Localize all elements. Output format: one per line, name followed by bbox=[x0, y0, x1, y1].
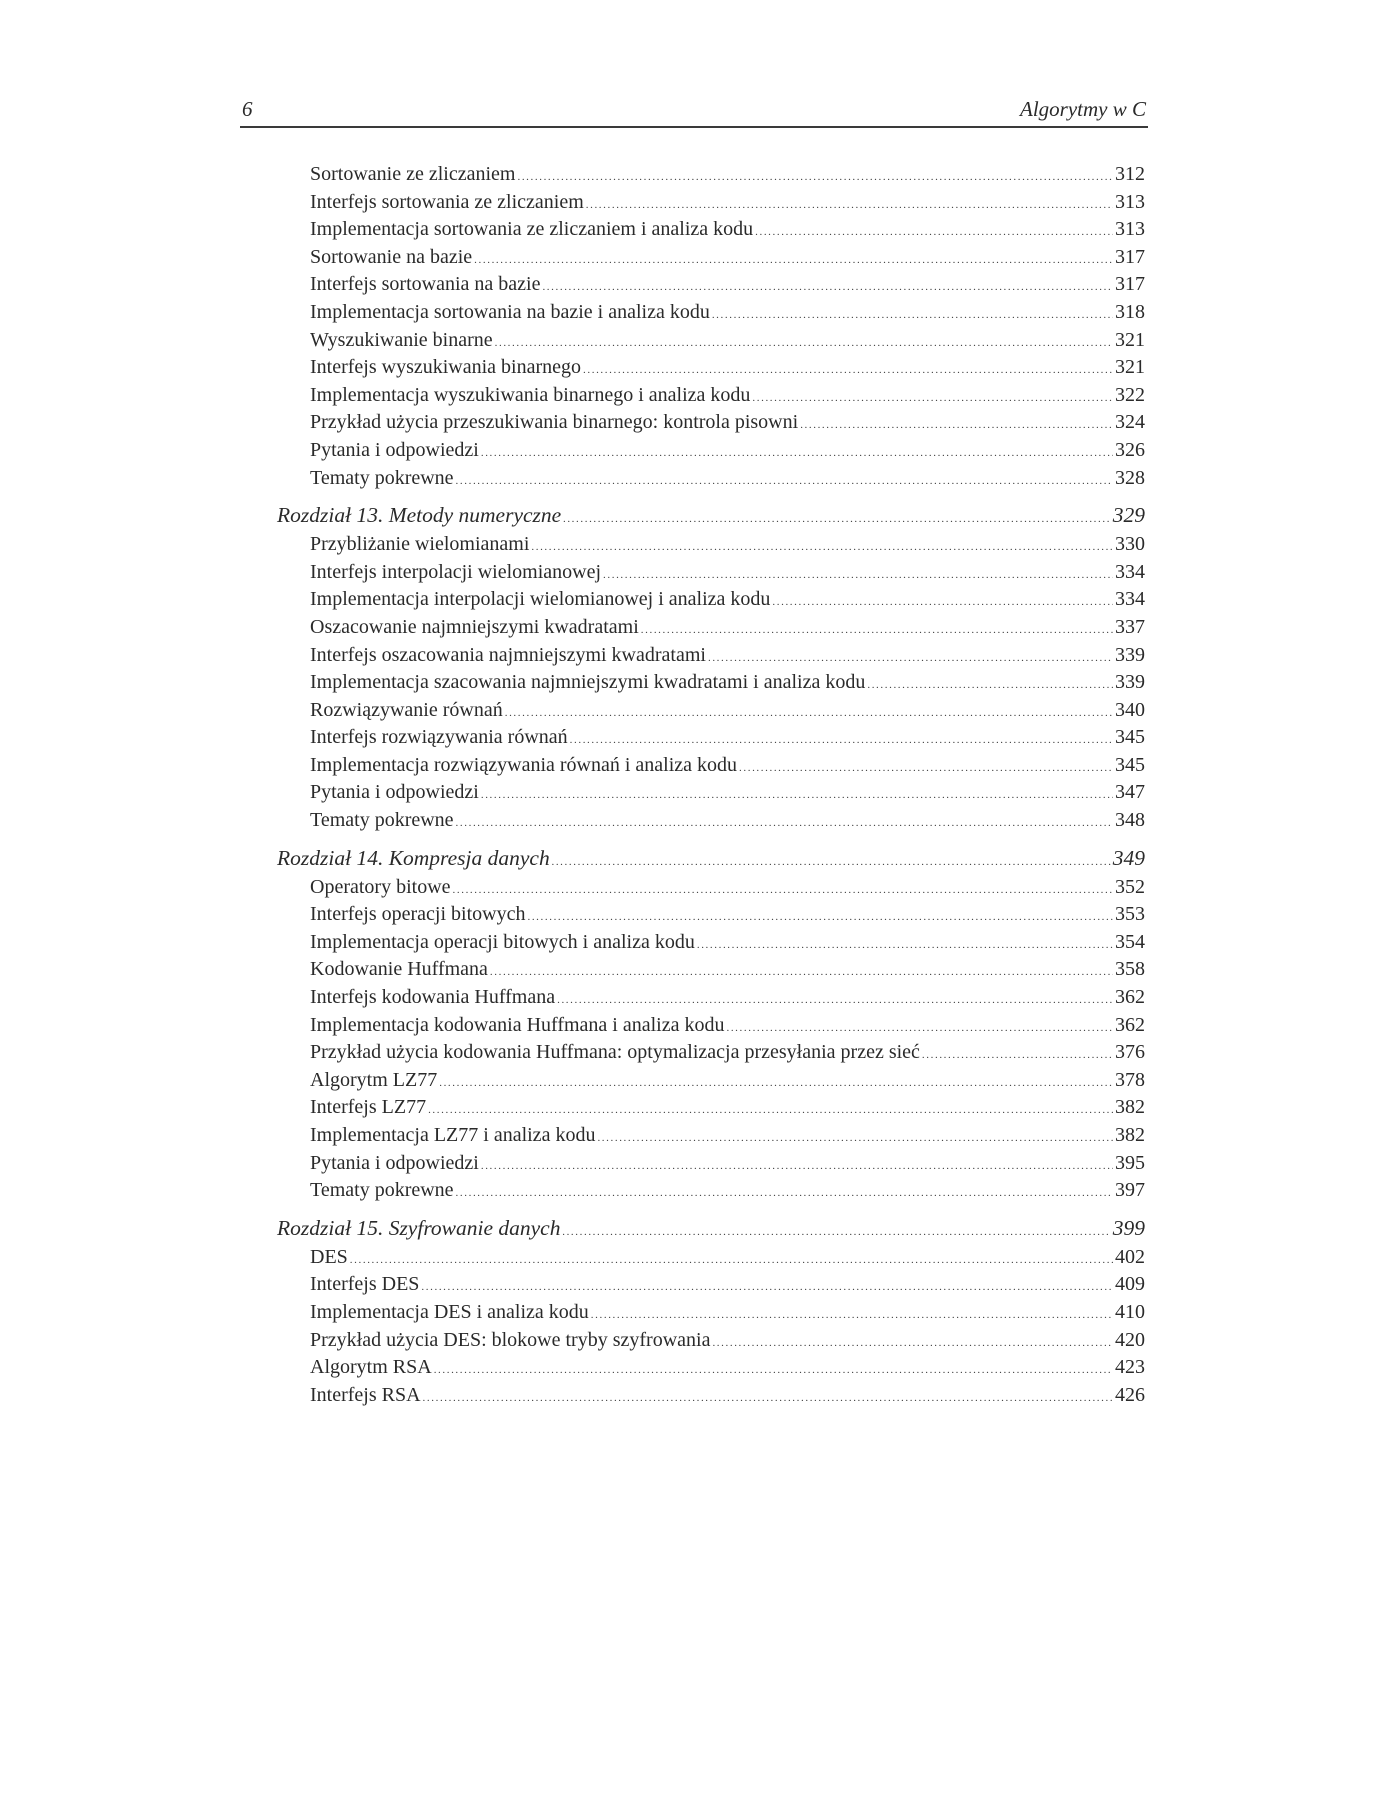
toc-entry-page-number: 313 bbox=[1115, 218, 1145, 241]
table-of-contents bbox=[277, 161, 1145, 1409]
dot-leader bbox=[557, 987, 1113, 1015]
dot-leader bbox=[697, 932, 1113, 960]
dot-leader bbox=[453, 877, 1113, 905]
toc-entry-title: Implementacja rozwiązywania równań i analiza kodu bbox=[310, 753, 738, 776]
dot-leader bbox=[563, 503, 1111, 535]
toc-entry-title: Implementacja DES i analiza kodu bbox=[310, 1300, 589, 1323]
toc-entry-page-number: 347 bbox=[1115, 781, 1145, 804]
toc-entry-title: Interfejs kodowania Huffmana bbox=[310, 986, 556, 1009]
dot-leader bbox=[755, 219, 1113, 247]
toc-entry-page-number: 334 bbox=[1115, 560, 1145, 583]
toc-entry-title: Interfejs oszacowania najmniejszymi kwadratami bbox=[310, 643, 706, 666]
dot-leader bbox=[481, 782, 1113, 810]
dot-leader bbox=[641, 617, 1113, 645]
toc-entry-title: Implementacja LZ77 i analiza kodu bbox=[310, 1124, 596, 1146]
toc-section-entry bbox=[277, 1271, 1145, 1299]
toc-section-entry bbox=[277, 216, 1145, 244]
toc-section-entry bbox=[277, 244, 1145, 272]
toc-chapter-entry bbox=[277, 835, 1145, 874]
toc-section-entry bbox=[277, 354, 1145, 382]
toc-entry-title: Implementacja wyszukiwania binarnego i analiza kodu bbox=[310, 383, 751, 406]
dot-leader bbox=[527, 904, 1113, 932]
toc-entry-title: Implementacja szacowania najmniejszymi kwadratami i analiza kodu bbox=[310, 671, 866, 694]
toc-entry-page-number: 352 bbox=[1115, 875, 1145, 898]
toc-section-entry bbox=[277, 642, 1145, 670]
dot-leader bbox=[434, 1357, 1113, 1385]
toc-entry-page-number: 397 bbox=[1115, 1179, 1145, 1202]
toc-entry-page-number: 321 bbox=[1115, 356, 1145, 379]
toc-entry-page-number: 317 bbox=[1115, 273, 1145, 296]
toc-section-entry bbox=[277, 807, 1145, 835]
toc-entry-page-number: 312 bbox=[1115, 163, 1145, 185]
toc-entry-title: Interfejs operacji bitowych bbox=[310, 903, 526, 926]
toc-entry-page-number: 317 bbox=[1115, 245, 1145, 268]
toc-entry-page-number: 353 bbox=[1115, 903, 1145, 926]
toc-section-entry bbox=[277, 1094, 1145, 1122]
toc-section-entry bbox=[277, 1299, 1145, 1327]
toc-entry-page-number: 426 bbox=[1115, 1383, 1145, 1406]
toc-entry-page-number: 345 bbox=[1115, 753, 1145, 776]
dot-leader bbox=[495, 330, 1113, 358]
dot-leader bbox=[570, 727, 1113, 755]
dot-leader bbox=[474, 247, 1113, 275]
toc-entry-page-number: 328 bbox=[1115, 466, 1145, 489]
toc-entry-title: Interfejs rozwiązywania równań bbox=[310, 726, 568, 749]
dot-leader bbox=[552, 846, 1111, 878]
dot-leader bbox=[752, 385, 1113, 413]
toc-entry-title: Przykład użycia DES: blokowe tryby szyfrowania bbox=[310, 1328, 711, 1351]
toc-section-entry bbox=[277, 752, 1145, 780]
dot-leader bbox=[456, 810, 1113, 838]
toc-section-entry bbox=[277, 465, 1145, 493]
toc-entry-title: Kodowanie Huffmana bbox=[310, 958, 488, 981]
toc-section-entry bbox=[277, 1354, 1145, 1382]
toc-section-entry bbox=[277, 1177, 1145, 1205]
page-number: 6 bbox=[242, 97, 253, 121]
toc-entry-page-number: 349 bbox=[1112, 845, 1145, 870]
toc-section-entry bbox=[277, 1122, 1145, 1150]
toc-section-entry bbox=[277, 559, 1145, 587]
dot-leader bbox=[439, 1070, 1113, 1098]
toc-entry-page-number: 409 bbox=[1115, 1273, 1145, 1296]
dot-leader bbox=[428, 1097, 1113, 1125]
toc-entry-page-number: 395 bbox=[1115, 1151, 1145, 1174]
dot-leader bbox=[591, 1302, 1113, 1330]
toc-entry-page-number: 324 bbox=[1115, 411, 1145, 434]
toc-section-entry bbox=[277, 1382, 1145, 1410]
dot-leader bbox=[531, 534, 1113, 562]
toc-entry-title: Interfejs RSA bbox=[310, 1383, 421, 1406]
toc-entry-page-number: 378 bbox=[1115, 1068, 1145, 1091]
toc-entry-title: Sortowanie ze zliczaniem bbox=[310, 163, 516, 185]
toc-entry-title: Interfejs interpolacji wielomianowej bbox=[310, 560, 602, 583]
toc-section-entry bbox=[277, 1012, 1145, 1040]
dot-leader bbox=[562, 1216, 1110, 1248]
toc-entry-title: Przykład użycia przeszukiwania binarnego: kontrola pisowni bbox=[310, 411, 799, 434]
dot-leader bbox=[505, 700, 1113, 728]
toc-section-entry bbox=[277, 586, 1145, 614]
toc-entry-page-number: 362 bbox=[1115, 1013, 1145, 1036]
toc-entry-title: Interfejs wyszukiwania binarnego bbox=[310, 356, 582, 379]
toc-section-entry bbox=[277, 697, 1145, 725]
toc-entry-page-number: 337 bbox=[1115, 615, 1145, 638]
toc-chapter-entry bbox=[277, 492, 1145, 531]
toc-entry-title: Implementacja interpolacji wielomianowej i analiza kodu bbox=[310, 588, 771, 611]
toc-section-entry bbox=[277, 409, 1145, 437]
toc-section-entry bbox=[277, 299, 1145, 327]
dot-leader bbox=[586, 192, 1113, 220]
toc-entry-page-number: 322 bbox=[1115, 383, 1145, 406]
dot-leader bbox=[517, 164, 1113, 192]
toc-entry-page-number: 334 bbox=[1115, 588, 1145, 611]
toc-section-entry bbox=[277, 779, 1145, 807]
toc-entry-title: Wyszukiwanie binarne bbox=[310, 328, 493, 351]
dot-leader bbox=[922, 1042, 1113, 1070]
toc-entry-title: Rozdział 13. Metody numeryczne bbox=[277, 503, 562, 528]
toc-entry-page-number: 423 bbox=[1115, 1356, 1145, 1379]
toc-entry-page-number: 362 bbox=[1115, 986, 1145, 1009]
toc-entry-title: Implementacja sortowania ze zliczaniem i analiza kodu bbox=[310, 218, 754, 241]
toc-entry-page-number: 345 bbox=[1115, 726, 1145, 749]
toc-entry-title: Tematy pokrewne bbox=[310, 466, 454, 489]
toc-entry-page-number: 402 bbox=[1115, 1245, 1145, 1268]
toc-entry-page-number: 382 bbox=[1115, 1096, 1145, 1119]
toc-section-entry bbox=[277, 382, 1145, 410]
page-header bbox=[240, 96, 1148, 128]
toc-entry-title: Sortowanie na bazie bbox=[310, 245, 473, 268]
toc-entry-page-number: 340 bbox=[1115, 698, 1145, 721]
toc-entry-page-number: 330 bbox=[1115, 533, 1145, 556]
toc-entry-page-number: 339 bbox=[1115, 643, 1145, 666]
dot-leader bbox=[481, 1153, 1113, 1181]
toc-section-entry bbox=[277, 1327, 1145, 1355]
toc-section-entry bbox=[277, 874, 1145, 902]
toc-entry-title: Interfejs sortowania ze zliczaniem bbox=[310, 190, 584, 213]
toc-entry-page-number: 313 bbox=[1115, 190, 1145, 213]
toc-entry-page-number: 382 bbox=[1115, 1124, 1145, 1146]
toc-entry-page-number: 339 bbox=[1115, 671, 1145, 694]
toc-entry-title: Tematy pokrewne bbox=[310, 1179, 454, 1202]
toc-section-entry bbox=[277, 1067, 1145, 1095]
toc-section-entry bbox=[277, 614, 1145, 642]
toc-entry-title: Implementacja kodowania Huffmana i analiza kodu bbox=[310, 1013, 725, 1036]
dot-leader bbox=[350, 1247, 1113, 1275]
dot-leader bbox=[423, 1385, 1113, 1413]
toc-section-entry bbox=[277, 901, 1145, 929]
dot-leader bbox=[712, 1330, 1113, 1358]
toc-entry-page-number: 321 bbox=[1115, 328, 1145, 351]
toc-entry-title: Pytania i odpowiedzi bbox=[310, 781, 479, 804]
dot-leader bbox=[867, 672, 1113, 700]
toc-entry-title: Operatory bitowe bbox=[310, 875, 451, 898]
toc-section-entry bbox=[277, 327, 1145, 355]
toc-section-entry bbox=[277, 271, 1145, 299]
toc-section-entry bbox=[277, 1150, 1145, 1178]
toc-entry-title: Interfejs sortowania na bazie bbox=[310, 273, 541, 296]
toc-entry-page-number: 410 bbox=[1115, 1300, 1145, 1323]
toc-section-entry bbox=[277, 161, 1145, 189]
toc-entry-title: Implementacja sortowania na bazie i analiza kodu bbox=[310, 300, 710, 323]
toc-entry-title: Algorytm LZ77 bbox=[310, 1068, 438, 1091]
dot-leader bbox=[456, 468, 1113, 496]
toc-entry-title: Rozdział 15. Szyfrowanie danych bbox=[277, 1215, 561, 1240]
dot-leader bbox=[708, 645, 1113, 673]
dot-leader bbox=[739, 755, 1113, 783]
toc-section-entry bbox=[277, 929, 1145, 957]
dot-leader bbox=[772, 589, 1113, 617]
toc-section-entry bbox=[277, 669, 1145, 697]
toc-section-entry bbox=[277, 724, 1145, 752]
toc-chapter-entry bbox=[277, 1205, 1145, 1244]
dot-leader bbox=[800, 412, 1113, 440]
toc-entry-page-number: 354 bbox=[1115, 930, 1145, 953]
toc-entry-page-number: 326 bbox=[1115, 438, 1145, 461]
toc-entry-page-number: 376 bbox=[1115, 1041, 1145, 1064]
toc-entry-page-number: 348 bbox=[1115, 809, 1145, 832]
toc-entry-page-number: 329 bbox=[1112, 503, 1145, 528]
toc-entry-title: Algorytm RSA bbox=[310, 1356, 432, 1379]
toc-entry-title: Rozdział 14. Kompresja danych bbox=[277, 845, 550, 870]
dot-leader bbox=[481, 440, 1113, 468]
toc-section-entry bbox=[277, 956, 1145, 984]
toc-entry-title: Interfejs DES bbox=[310, 1273, 420, 1296]
dot-leader bbox=[456, 1180, 1113, 1208]
toc-section-entry bbox=[277, 984, 1145, 1012]
toc-entry-title: DES bbox=[310, 1245, 348, 1268]
dot-leader bbox=[712, 302, 1113, 330]
toc-entry-title: Pytania i odpowiedzi bbox=[310, 438, 479, 461]
toc-entry-title: Pytania i odpowiedzi bbox=[310, 1151, 479, 1174]
toc-entry-title: Oszacowanie najmniejszymi kwadratami bbox=[310, 615, 639, 638]
dot-leader bbox=[490, 959, 1113, 987]
toc-section-entry bbox=[277, 531, 1145, 559]
toc-entry-title: Przybliżanie wielomianami bbox=[310, 533, 530, 556]
toc-entry-title: Tematy pokrewne bbox=[310, 809, 454, 832]
toc-section-entry bbox=[277, 1039, 1145, 1067]
dot-leader bbox=[421, 1274, 1113, 1302]
dot-leader bbox=[726, 1015, 1113, 1043]
dot-leader bbox=[603, 562, 1113, 590]
dot-leader bbox=[583, 357, 1113, 385]
toc-entry-title: Przykład użycia kodowania Huffmana: optymalizacja przesyłania przez sieć bbox=[310, 1041, 920, 1064]
toc-entry-title: Interfejs LZ77 bbox=[310, 1096, 427, 1119]
toc-section-entry bbox=[277, 437, 1145, 465]
toc-entry-title: Rozwiązywanie równań bbox=[310, 698, 503, 721]
running-title: Algorytmy w C bbox=[1020, 97, 1146, 121]
dot-leader bbox=[542, 274, 1113, 302]
toc-entry-title: Implementacja operacji bitowych i analiza kodu bbox=[310, 930, 695, 953]
toc-section-entry bbox=[277, 1244, 1145, 1272]
dot-leader bbox=[597, 1125, 1113, 1153]
toc-section-entry bbox=[277, 189, 1145, 217]
toc-entry-page-number: 399 bbox=[1112, 1215, 1145, 1240]
toc-entry-page-number: 420 bbox=[1115, 1328, 1145, 1351]
toc-entry-page-number: 318 bbox=[1115, 300, 1145, 323]
toc-entry-page-number: 358 bbox=[1115, 958, 1145, 981]
